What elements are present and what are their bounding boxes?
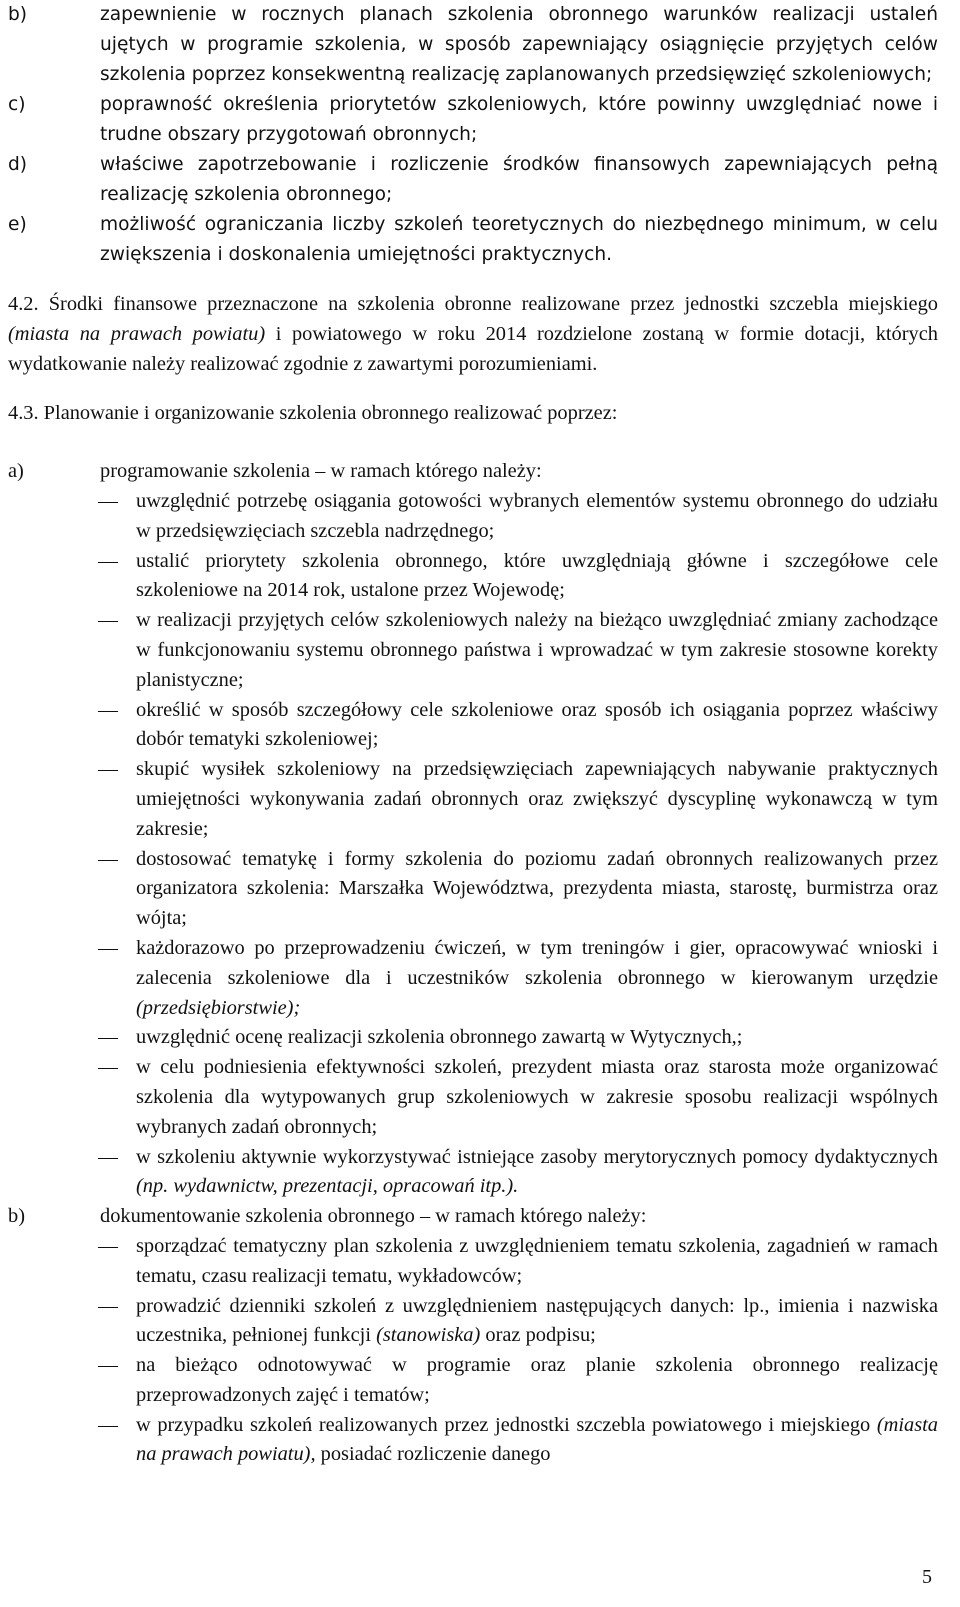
dash-item <box>0 1411 960 1471</box>
dash-marker <box>98 1426 118 1427</box>
dash-item <box>0 755 960 844</box>
list-marker: e) <box>8 214 27 235</box>
dash-item <box>0 487 960 547</box>
list-marker: b) <box>8 1205 25 1228</box>
paragraph-italic: (miasta na prawach powiatu) <box>8 322 266 345</box>
dash-marker <box>98 1247 118 1248</box>
spacer <box>0 379 960 399</box>
dash-marker <box>98 562 118 563</box>
page-number: 5 <box>922 1566 932 1588</box>
dash-item-italic: (miasta na prawach powiatu), <box>136 1413 938 1466</box>
list-item-text: zapewnienie w rocznych planach szkolenia obronnego warunków realizacji ustaleń ujętych w programie szkolenia, w sposób zapewniający osiągnięcie przyjętych celów szkolenia poprzez konsekwentną realizację zaplanowanych przedsięwzięć szkoleniowych; <box>100 4 938 85</box>
dash-item <box>0 547 960 607</box>
dash-item-text: uwzględnić potrzebę osiągania gotowości wybranych elementów systemu obronnego do udziału w przedsięwzięciach szczebla nadrzędnego; <box>136 489 938 542</box>
dash-item <box>0 1143 960 1203</box>
dash-item-text: w realizacji przyjętych celów szkoleniowych należy na bieżąco uwzględniać zmiany zachodzące w funkcjonowaniu systemu obronnego państwa i wprowadzać w tym zakresie stosowne korekty planistyczne; <box>136 609 938 691</box>
dash-item-italic: (przedsiębiorstwie); <box>136 996 301 1019</box>
list-item-text: możliwość ograniczania liczby szkoleń teoretycznych do niezbędnego minimum, w celu zwiększenia i doskonalenia umiejętności praktycznych. <box>100 214 938 265</box>
dash-item-text: każdorazowo po przeprowadzeniu ćwiczeń, w tym treningów i gier, opracowywać wnioski i zalecenia szkoleniowe dla i uczestników szkolenia obronnego w kierowanym urzędzie <box>136 936 938 989</box>
dash-item-text: sporządzać tematyczny plan szkolenia z uwzględnieniem tematu szkolenia, zagadnień w ramach tematu, czasu realizacji tematu, wykładowców; <box>136 1234 938 1287</box>
list-marker: b) <box>8 4 28 25</box>
paragraph-text: 4.2. Środki finansowe przeznaczone na szkolenia obronne realizowane przez jednostki szczebla miejskiego <box>8 293 938 315</box>
dash-item-text: dostosować tematykę i formy szkolenia do poziomu zadań obronnych realizowanych przez organizatora szkolenia: Marszałka Województwa, prezydenta miasta, starostę, burmistrza oraz wójta; <box>136 847 938 930</box>
dash-item <box>0 1351 960 1411</box>
dash-item <box>0 696 960 756</box>
dash-item-italic: (np. wydawnictw, prezentacji, opracowań itp.). <box>136 1175 519 1198</box>
dash-marker <box>98 502 118 503</box>
dash-marker <box>98 1038 118 1039</box>
list-marker: a) <box>8 460 24 483</box>
dash-item-text: uwzględnić ocenę realizacji szkolenia obronnego zawartą w Wytycznych,; <box>136 1026 743 1049</box>
dash-marker <box>98 621 118 622</box>
list-item-text: właściwe zapotrzebowanie i rozliczenie środków finansowych zapewniających pełną realizację szkolenia obronnego; <box>100 154 938 205</box>
dash-item-text: posiadać rozliczenie danego <box>315 1443 551 1466</box>
dash-item <box>0 1023 960 1053</box>
dash-marker <box>98 711 118 712</box>
dash-marker <box>98 1366 118 1367</box>
section-a-heading <box>0 457 960 487</box>
dash-item-text: w szkoleniu aktywnie wykorzystywać istniejące zasoby merytorycznych pomocy dydaktycznych <box>136 1145 938 1168</box>
dash-item-text: skupić wysiłek szkoleniowy na przedsięwzięciach zapewniających nabywanie praktycznych umiejętności wykonywania zadań obronnych oraz zwiększyć dyscyplinę wykonawczą w tym zakresie; <box>136 758 938 840</box>
list-item <box>0 150 960 210</box>
list-marker: c) <box>8 94 26 115</box>
dash-item <box>0 1292 960 1352</box>
dash-marker <box>98 1068 118 1069</box>
list-item-text: poprawność określenia priorytetów szkoleniowych, które powinny uwzględniać nowe i trudne obszary przygotowań obronnych; <box>100 94 938 145</box>
section-b-heading <box>0 1202 960 1232</box>
dash-item <box>0 934 960 1023</box>
spacer <box>0 270 960 290</box>
section-heading-text: dokumentowanie szkolenia obronnego – w ramach którego należy: <box>100 1205 647 1228</box>
main-text <box>0 290 960 1470</box>
dash-marker <box>98 770 118 771</box>
dash-item <box>0 606 960 695</box>
dash-item <box>0 1232 960 1292</box>
dash-marker <box>98 1158 118 1159</box>
dash-item-text: ustalić priorytety szkolenia obronnego, które uwzględniają główne i szczegółowe cele szkoleniowe na 2014 rok, ustalone przez Wojewodę; <box>136 549 938 602</box>
dash-item-text: w przypadku szkoleń realizowanych przez jednostki szczebla powiatowego i miejskiego <box>136 1413 877 1436</box>
list-item <box>0 90 960 150</box>
dash-marker <box>98 949 118 950</box>
dash-item-text: w celu podniesienia efektywności szkoleń, prezydent miasta oraz starosta może organizować szkolenia dla wytypowanych grup szkoleniowych w zakresie sposobu realizacji wspólnych wybranych zadań obronnych; <box>136 1056 938 1138</box>
dash-item-italic: (stanowiska) <box>376 1324 481 1347</box>
list-item <box>0 0 960 90</box>
paragraph-4-3: 4.3. Planowanie i organizowanie szkolenia obronnego realizować poprzez: <box>8 402 618 425</box>
criteria-list <box>0 0 960 270</box>
dash-item <box>0 1053 960 1142</box>
list-item <box>0 210 960 270</box>
spacer <box>0 429 960 457</box>
dash-marker <box>98 860 118 861</box>
dash-item <box>0 845 960 934</box>
section-heading-text: programowanie szkolenia – w ramach którego należy: <box>100 460 542 483</box>
dash-item-text: prowadzić dzienniki szkoleń z uwzględnieniem następujących danych: lp., imienia i nazwiska uczestnika, pełnionej funkcji <box>136 1294 938 1347</box>
paragraph-text: i powiatowego w roku 2014 rozdzielone zostaną w formie dotacji, których wydatkowanie należy realizować zgodnie z zawartymi porozumieniami. <box>8 322 938 375</box>
dash-marker <box>98 1307 118 1308</box>
list-marker: d) <box>8 154 28 175</box>
paragraph-4-2 <box>0 290 960 379</box>
dash-item-text: oraz podpisu; <box>480 1324 596 1347</box>
dash-item-text: na bieżąco odnotowywać w programie oraz planie szkolenia obronnego realizację przeprowadzonych zajęć i tematów; <box>136 1354 938 1406</box>
dash-item-text: określić w sposób szczegółowy cele szkoleniowe oraz sposób ich osiągania poprzez właściwy dobór tematyki szkoleniowej; <box>136 698 938 751</box>
